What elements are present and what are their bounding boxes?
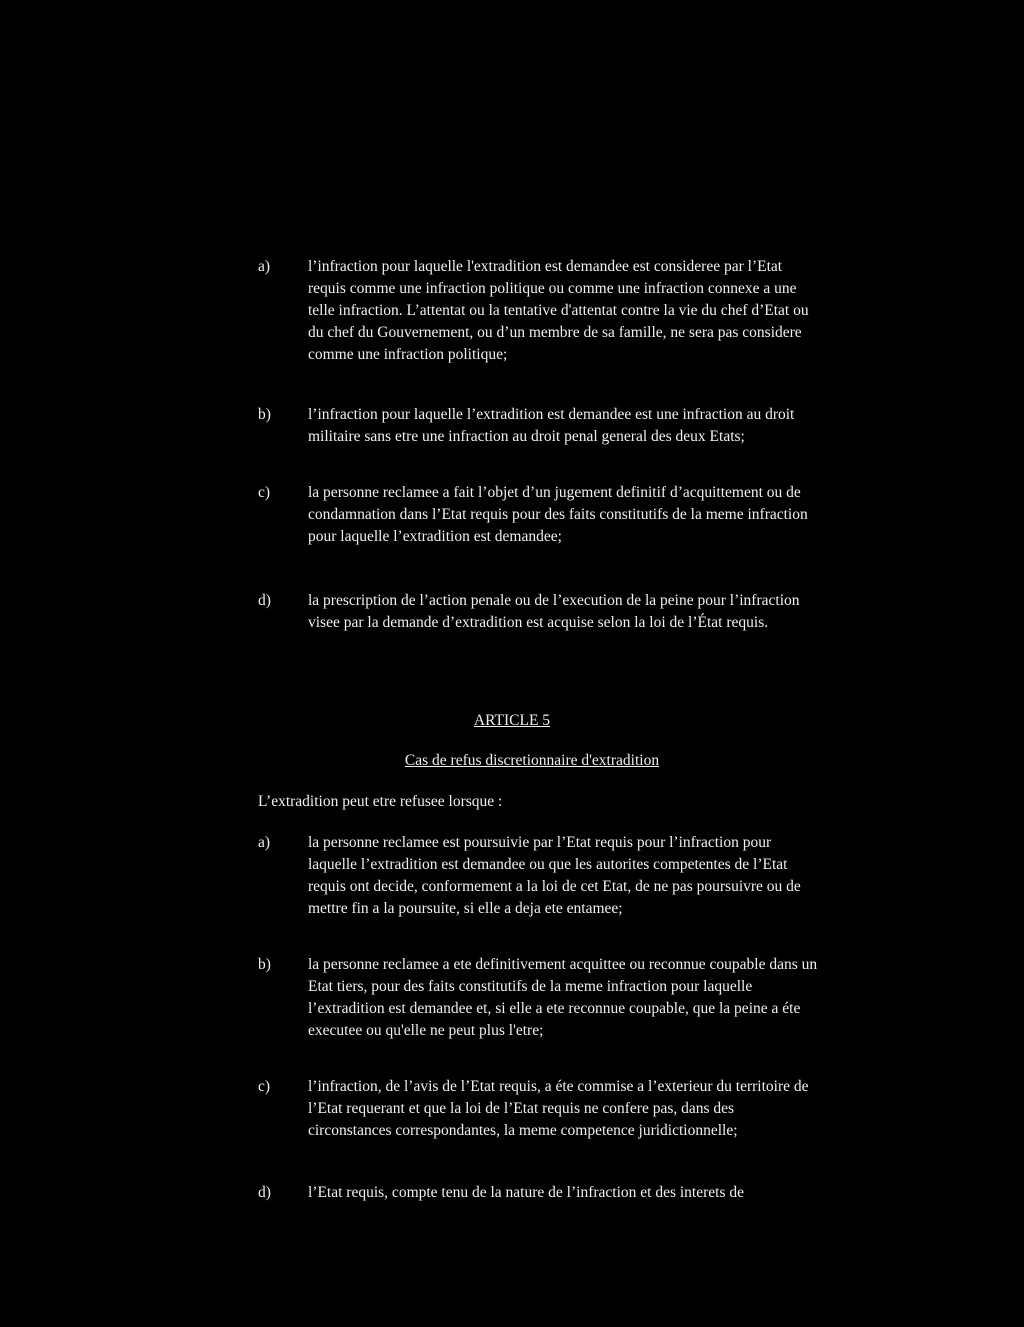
item-letter: a) xyxy=(258,258,271,275)
list-item xyxy=(258,832,818,920)
item-text: la personne reclamee a ete definitivement acquittee ou reconnue coupable dans un Etat tiers, pour des faits constitutifs de la meme infraction pour laquelle l’extradition est demandee et, si elle a ete reconnue coupable, que la peine a éte executee ou qu'elle ne peut plus l'etre; xyxy=(308,956,818,1039)
item-letter: c) xyxy=(258,484,271,501)
list-item xyxy=(258,256,818,366)
item-letter: b) xyxy=(258,956,271,973)
list-item xyxy=(258,1076,818,1142)
article-intro: L’extradition peut etre refusee lorsque : xyxy=(258,793,503,810)
item-text: l’Etat requis, compte tenu de la nature de l’infraction et des interets de xyxy=(308,1184,744,1201)
article-title: ARTICLE 5 xyxy=(473,712,551,729)
article-subtitle: Cas de refus discretionnaire d'extradition xyxy=(404,752,660,769)
item-text: l’infraction, de l’avis de l’Etat requis, a éte commise a l’exterieur du territoire de l’Etat requerant et que la loi de l’Etat requis ne confere pas, dans des circonstances correspondantes, la meme competence juridictionnelle; xyxy=(308,1078,809,1139)
list-item xyxy=(258,954,818,1042)
item-letter: b) xyxy=(258,406,271,423)
list-item xyxy=(258,590,818,634)
list-item xyxy=(258,1182,818,1204)
item-letter: d) xyxy=(258,592,271,609)
item-text: la personne reclamee est poursuivie par l’Etat requis pour l’infraction pour laquelle l’extradition est demandee ou que les autorites competentes de l’Etat requis ont decide, conformement a la loi de cet Etat, de ne pas poursuivre ou de mettre fin a la poursuite, si elle a deja ete entamee; xyxy=(308,834,801,917)
item-text: l’infraction pour laquelle l'extradition est demandee est consideree par l’Etat requis comme une infraction politique ou comme une infraction connexe a une telle infraction. L’attentat ou la tentative d'attentat contre la vie du chef d’Etat ou du chef du Gouvernement, ou d’un membre de sa famille, ne sera pas considere comme une infraction politique; xyxy=(308,258,809,363)
list-item xyxy=(258,404,818,448)
item-text: l’infraction pour laquelle l’extradition est demandee est une infraction au droit militaire sans etre une infraction au droit penal general des deux Etats; xyxy=(308,406,795,445)
item-text: la prescription de l’action penale ou de l’execution de la peine pour l’infraction visee par la demande d’extradition est acquise selon la loi de l’État requis. xyxy=(308,592,800,631)
item-letter: c) xyxy=(258,1078,271,1095)
item-text: la personne reclamee a fait l’objet d’un jugement definitif d’acquittement ou de condamnation dans l’Etat requis pour des faits constitutifs de la meme infraction pour laquelle l’extradition est demandee; xyxy=(308,484,808,545)
item-letter: d) xyxy=(258,1184,271,1201)
list-item xyxy=(258,482,818,548)
item-letter: a) xyxy=(258,834,271,851)
